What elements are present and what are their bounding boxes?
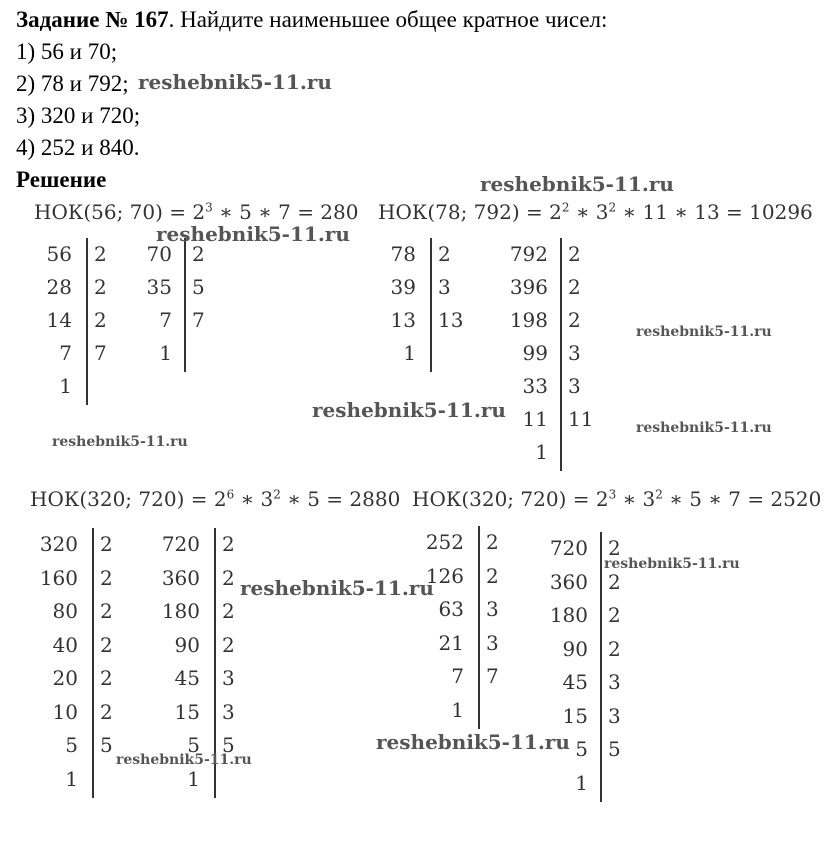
- factor-dividend: 28: [46, 275, 72, 299]
- factor-dividend: 35: [146, 275, 172, 299]
- factor-dividend: 45: [562, 670, 588, 694]
- factor-divisor: 2: [486, 563, 499, 588]
- factor-dividend: 360: [549, 569, 588, 594]
- factor-divisor: 2: [100, 599, 113, 623]
- factor-dividend: 11: [522, 407, 548, 431]
- formula-4-lhs: НОК(320; 720) = 2: [412, 487, 609, 511]
- factor-divisor: 11: [568, 407, 594, 431]
- factor-dividend: 5: [65, 733, 78, 757]
- factor-divisor: 5: [100, 733, 113, 757]
- factor-dividend: 1: [451, 697, 464, 722]
- factor-dividend: 198: [509, 308, 548, 332]
- factor-divisor: 2: [608, 536, 621, 560]
- factor-dividend: 80: [52, 599, 78, 623]
- formula-4-mid: ∗ 3: [616, 487, 656, 511]
- factor-divisor: 2: [568, 275, 581, 299]
- factor-dividend: 90: [562, 636, 588, 661]
- factor-divisor: 2: [222, 599, 235, 623]
- factor-divisor: 3: [608, 703, 621, 728]
- factor-dividend: 180: [549, 603, 588, 627]
- factor-divisor: 2: [568, 308, 581, 332]
- formula-4-exp2: 2: [655, 487, 663, 502]
- factor-divisor: 2: [608, 636, 621, 661]
- factor-dividend: 396: [509, 275, 548, 299]
- task-header: [16, 4, 607, 36]
- factor-divisor: 7: [192, 308, 205, 332]
- factor-divisor: 3: [486, 630, 499, 655]
- factor-dividend: 720: [161, 532, 200, 556]
- factor-divisor: 5: [192, 275, 205, 299]
- factor-divisor: 3: [222, 666, 235, 690]
- factor-divisor: 2: [94, 275, 107, 299]
- factor-dividend: 13: [390, 308, 416, 332]
- factor-dividend: 1: [535, 440, 548, 464]
- factor-dividend: 320: [39, 532, 78, 556]
- formula-2-exp1: 2: [561, 200, 570, 215]
- formula-3-rest: ∗ 5 = 2880: [280, 487, 401, 511]
- factor-dividend: 252: [425, 530, 464, 554]
- watermark: reshebnik5-11.ru: [636, 420, 772, 436]
- formula-3-mid: ∗ 3: [234, 487, 274, 511]
- factor-divisor: 3: [568, 374, 581, 398]
- formula-1-rest: ∗ 5 ∗ 7 = 280: [212, 200, 359, 224]
- formula-3: [30, 487, 400, 511]
- watermark: reshebnik5-11.ru: [156, 222, 350, 246]
- factor-dividend: 99: [522, 341, 548, 365]
- factor-dividend: 20: [52, 666, 78, 690]
- formula-1-lhs: НОК(56; 70) = 2: [34, 200, 206, 224]
- factor-divisor: 5: [222, 733, 235, 757]
- formula-2-lhs: НОК(78; 792) = 2: [378, 200, 562, 224]
- factor-dividend: 1: [575, 770, 588, 795]
- factor-dividend: 5: [187, 733, 200, 757]
- solution-label: Решение: [16, 167, 107, 192]
- factor-divisor: 2: [486, 530, 499, 554]
- watermark: reshebnik5-11.ru: [52, 434, 188, 450]
- watermark: reshebnik5-11.ru: [312, 398, 506, 422]
- formula-4-rest: ∗ 5 ∗ 7 = 2520: [662, 487, 822, 511]
- factor-divider-line: [560, 238, 562, 471]
- factor-dividend: 14: [46, 308, 72, 332]
- factor-dividend: 56: [46, 242, 72, 266]
- factor-divisor: 13: [438, 308, 464, 332]
- factor-dividend: 180: [161, 599, 200, 623]
- factor-dividend: 360: [161, 565, 200, 590]
- watermark: reshebnik5-11.ru: [138, 70, 332, 94]
- formula-4-exp1: 3: [608, 487, 617, 502]
- factor-divisor: 2: [608, 569, 621, 594]
- formula-2-rest: ∗ 11 ∗ 13 = 10296: [616, 200, 813, 224]
- factor-divisor: 2: [222, 632, 235, 657]
- formula-1: [34, 200, 358, 224]
- factor-dividend: 78: [390, 242, 416, 266]
- formula-2-exp2: 2: [608, 200, 617, 215]
- factor-dividend: 126: [425, 563, 464, 588]
- watermark: reshebnik5-11.ru: [604, 556, 740, 572]
- factor-divisor: 2: [94, 308, 107, 332]
- factor-dividend: 1: [65, 766, 78, 791]
- factor-divisor: 2: [100, 699, 113, 724]
- formula-3-lhs: НОК(320; 720) = 2: [30, 487, 227, 511]
- factor-dividend: 90: [174, 632, 200, 657]
- factor-dividend: 7: [451, 664, 464, 688]
- factor-dividend: 7: [159, 308, 172, 332]
- factor-dividend: 70: [146, 242, 172, 266]
- factor-dividend: 15: [562, 703, 588, 728]
- factor-dividend: 10: [52, 699, 78, 724]
- factor-dividend: 45: [174, 666, 200, 690]
- factor-divisor: 7: [94, 341, 107, 365]
- factor-divider-line: [600, 532, 602, 802]
- factor-divisor: 2: [94, 242, 107, 266]
- factor-divisor: 3: [486, 597, 499, 621]
- factor-dividend: 1: [59, 374, 72, 398]
- task-item-1: 1) 56 и 70;: [16, 39, 118, 64]
- task-title: Задание № 167: [16, 7, 169, 32]
- factor-divisor: 5: [608, 737, 621, 761]
- factor-dividend: 1: [403, 341, 416, 365]
- factor-divider-line: [430, 238, 432, 372]
- formula-3-exp1: 6: [226, 487, 235, 502]
- watermark: reshebnik5-11.ru: [376, 730, 570, 754]
- factor-divisor: 2: [222, 565, 235, 590]
- watermark: reshebnik5-11.ru: [116, 752, 252, 768]
- factor-divisor: 2: [568, 242, 581, 266]
- factor-divider-line: [184, 238, 186, 372]
- task-item-3: 3) 320 и 720;: [16, 103, 141, 128]
- factor-dividend: 33: [522, 374, 548, 398]
- factor-dividend: 21: [438, 630, 464, 655]
- factor-divisor: 3: [608, 670, 621, 694]
- task-text: [16, 4, 607, 196]
- task-item-2: 2) 78 и 792;: [16, 71, 129, 96]
- factor-divisor: 3: [438, 275, 451, 299]
- factor-dividend: 1: [159, 341, 172, 365]
- factor-dividend: 7: [59, 341, 72, 365]
- factor-divisor: 2: [438, 242, 451, 266]
- formula-2-mid: ∗ 3: [569, 200, 609, 224]
- formula-2: [378, 200, 813, 224]
- factor-divisor: 3: [222, 699, 235, 724]
- factor-divisor: 2: [100, 666, 113, 690]
- factor-divisor: 2: [608, 603, 621, 627]
- factor-divisor: 2: [222, 532, 235, 556]
- factor-divider-line: [478, 526, 480, 729]
- factor-dividend: 15: [174, 699, 200, 724]
- factor-divisor: 2: [100, 632, 113, 657]
- factor-divisor: 2: [100, 565, 113, 590]
- factor-dividend: 63: [438, 597, 464, 621]
- factor-divisor: 2: [192, 242, 205, 266]
- factor-dividend: 720: [549, 536, 588, 560]
- factor-divisor: 3: [568, 341, 581, 365]
- factor-divider-line: [86, 238, 88, 405]
- factor-dividend: 40: [52, 632, 78, 657]
- factor-dividend: 5: [575, 737, 588, 761]
- task-prompt: . Найдите наименьшее общее кратное чисел:: [168, 7, 608, 32]
- factor-dividend: 1: [187, 766, 200, 791]
- watermark: reshebnik5-11.ru: [636, 324, 772, 340]
- formula-4: [412, 487, 821, 511]
- factor-divider-line: [92, 528, 94, 798]
- factor-dividend: 792: [509, 242, 548, 266]
- task-item-4: 4) 252 и 840.: [16, 135, 140, 160]
- formula-3-exp2: 2: [273, 487, 281, 502]
- watermark: reshebnik5-11.ru: [480, 172, 674, 196]
- formula-1-exp: 3: [205, 200, 213, 215]
- watermark: reshebnik5-11.ru: [240, 576, 434, 600]
- factor-divisor: 7: [486, 664, 499, 688]
- factor-divisor: 2: [100, 532, 113, 556]
- factor-dividend: 160: [39, 565, 78, 590]
- factor-dividend: 39: [390, 275, 416, 299]
